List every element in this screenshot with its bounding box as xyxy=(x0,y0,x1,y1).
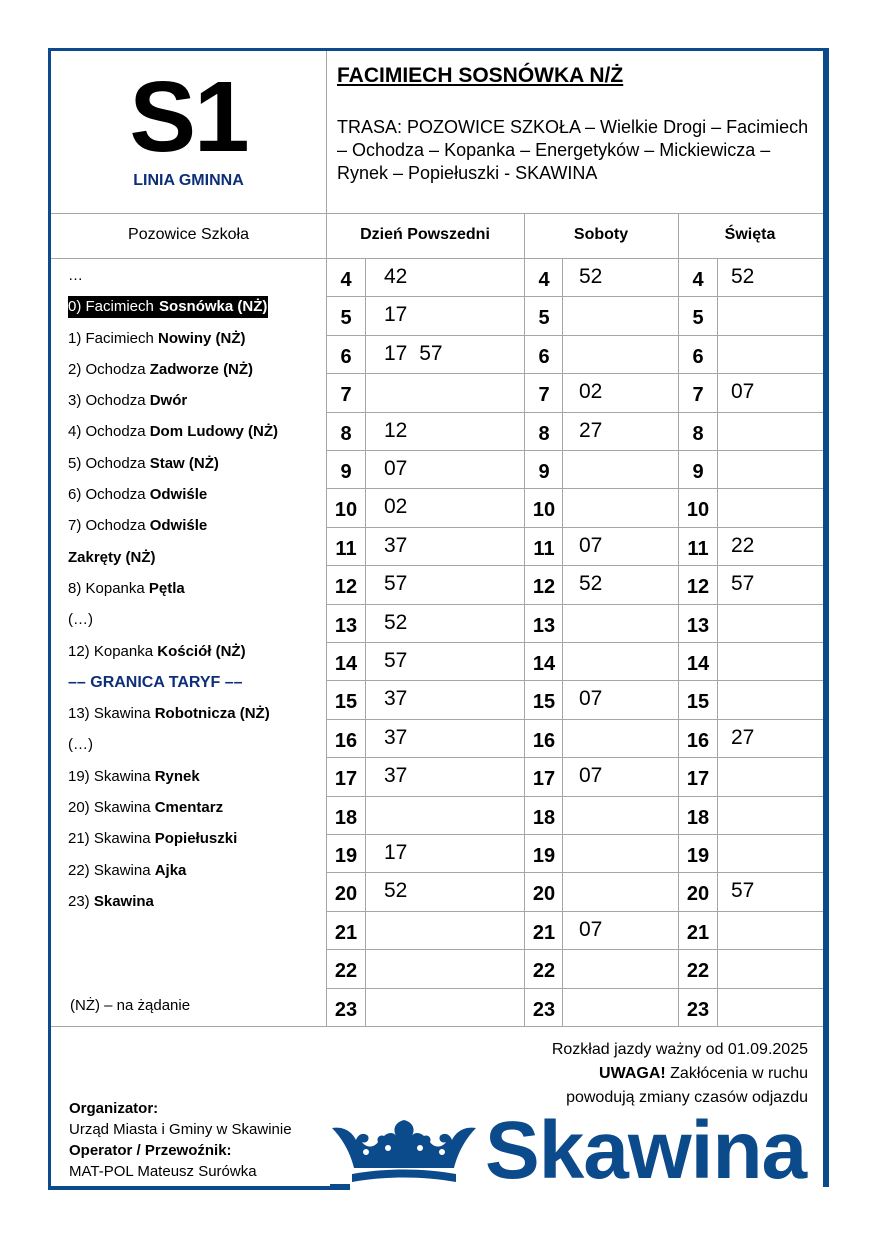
stop-text xyxy=(68,611,93,628)
stop-name: Cmentarz xyxy=(154,799,224,817)
weekday-minutes: 17 57 xyxy=(384,342,443,365)
stop-text xyxy=(68,580,185,597)
stop-text xyxy=(68,768,200,785)
weekday-hour: 4 xyxy=(340,269,352,291)
stop-prefix: (…) xyxy=(68,611,93,629)
holiday-hour: 5 xyxy=(692,307,704,329)
row-divider xyxy=(326,527,823,528)
weekday-hour: 23 xyxy=(334,999,358,1021)
weekday-minutes: 17 xyxy=(384,841,408,864)
saturday-hour: 4 xyxy=(538,269,550,291)
operator-label: Operator / Przewoźnik: xyxy=(69,1142,232,1159)
row-divider xyxy=(326,450,823,451)
stop-prefix: 0) Facimiech xyxy=(68,296,159,318)
stop-prefix: 1) Facimiech xyxy=(68,329,159,347)
stop-prefix: 3) Ochodza xyxy=(68,392,150,410)
holiday-hour: 4 xyxy=(692,269,704,291)
weekday-hour: 7 xyxy=(340,384,352,406)
row-divider xyxy=(326,488,823,489)
weekday-minutes: 07 xyxy=(384,457,408,480)
holiday-minutes: 22 xyxy=(731,534,755,557)
saturday-hour: 23 xyxy=(532,999,556,1021)
saturday-hour: 6 xyxy=(538,346,550,368)
stop-item xyxy=(68,704,318,735)
weekday-minutes: 37 xyxy=(384,534,408,557)
stop-item xyxy=(68,329,318,360)
saturday-minutes: 27 xyxy=(579,419,603,442)
holiday-hour: 12 xyxy=(686,576,710,598)
holiday-hour: 19 xyxy=(686,845,710,867)
stop-text xyxy=(68,361,253,378)
stop-prefix: 21) Skawina xyxy=(68,830,155,848)
weekday-hour: 16 xyxy=(334,730,358,752)
weekday-hour: 20 xyxy=(334,883,358,905)
stop-prefix: 4) Ochodza xyxy=(68,423,150,441)
row-divider xyxy=(326,565,823,566)
weekday-hour: 19 xyxy=(334,845,358,867)
stop-item xyxy=(68,266,318,297)
stop-item xyxy=(68,642,318,673)
divider-column-headers xyxy=(51,258,823,259)
stop-item xyxy=(68,422,318,453)
stop-prefix: (…) xyxy=(68,736,93,754)
holiday-hour: 9 xyxy=(692,461,704,483)
stop-text xyxy=(68,423,278,440)
weekday-minutes: 37 xyxy=(384,726,408,749)
weekday-hour: 11 xyxy=(335,538,357,560)
holiday-hour: 16 xyxy=(686,730,710,752)
stop-prefix: 8) Kopanka xyxy=(68,579,149,597)
stop-text xyxy=(68,736,93,753)
saturday-hour: 19 xyxy=(532,845,556,867)
holiday-minutes: 27 xyxy=(731,726,755,749)
stop-prefix: 7) Ochodza xyxy=(68,517,150,535)
legend-on-request: (NŻ) – na żądanie xyxy=(70,997,191,1014)
weekday-minutes: 37 xyxy=(384,764,408,787)
saturday-minutes: 52 xyxy=(579,572,603,595)
stop-text xyxy=(68,267,83,284)
weekday-hour: 21 xyxy=(334,922,358,944)
stop-item xyxy=(68,548,318,579)
holiday-hour: 13 xyxy=(686,615,710,637)
stop-name: Nowiny (NŻ) xyxy=(158,329,246,347)
crown-icon xyxy=(330,1118,478,1195)
saturday-hour: 22 xyxy=(532,960,556,982)
weekday-hour: 12 xyxy=(334,576,358,598)
holiday-minutes: 07 xyxy=(731,380,755,403)
holiday-hour: 23 xyxy=(686,999,710,1021)
stop-name: Rynek xyxy=(154,767,200,785)
tariff-boundary xyxy=(68,673,318,704)
row-divider xyxy=(326,296,823,297)
holiday-hour: 22 xyxy=(686,960,710,982)
weekday-minutes: 12 xyxy=(384,419,408,442)
saturday-hour: 7 xyxy=(538,384,550,406)
line-type: LINIA GMINNA xyxy=(133,172,244,189)
stop-item xyxy=(68,454,318,485)
organizer-block xyxy=(69,1098,292,1182)
weekday-hour: 6 xyxy=(340,346,352,368)
stop-text xyxy=(68,296,268,318)
stop-text xyxy=(68,643,246,660)
stop-item xyxy=(68,610,318,641)
stop-text xyxy=(68,893,154,910)
row-divider xyxy=(326,604,823,605)
saturday-hour: 17 xyxy=(532,768,556,790)
frame-bottom-border xyxy=(48,1186,338,1190)
stop-item xyxy=(68,892,318,923)
stop-prefix: 5) Ochodza xyxy=(68,454,150,472)
weekday-minutes: 42 xyxy=(384,265,408,288)
stop-text xyxy=(68,799,223,816)
stop-name: Odwiśle xyxy=(149,517,208,535)
stop-name: Robotnicza (NŻ) xyxy=(154,705,270,723)
organizer-label: Organizator: xyxy=(69,1100,159,1117)
stop-text xyxy=(68,549,156,566)
row-divider xyxy=(326,757,823,758)
stop-name: Popiełuszki xyxy=(154,830,238,848)
holiday-hour: 7 xyxy=(692,384,704,406)
stop-name: Staw (NŻ) xyxy=(149,454,219,472)
saturday-hour: 21 xyxy=(532,922,556,944)
weekday-hour: 10 xyxy=(334,499,358,521)
stop-name: Pętla xyxy=(148,579,185,597)
stop-text xyxy=(68,330,246,347)
weekday-hour: 9 xyxy=(340,461,352,483)
saturday-minutes: 07 xyxy=(579,687,603,710)
weekday-minutes: 17 xyxy=(384,303,408,326)
stop-item xyxy=(68,829,318,860)
weekday-hour: 17 xyxy=(334,768,358,790)
stop-text xyxy=(68,455,219,472)
warning-text: Zakłócenia w ruchu xyxy=(665,1065,808,1082)
weekday-hour: 8 xyxy=(340,423,352,445)
stop-name: Dom Ludowy (NŻ) xyxy=(149,423,279,441)
row-divider xyxy=(326,872,823,873)
holiday-minutes: 52 xyxy=(731,265,755,288)
stop-text xyxy=(68,674,243,691)
weekday-hour: 5 xyxy=(340,307,352,329)
stop-item xyxy=(68,861,318,892)
line-code: S1 xyxy=(129,61,248,173)
brand-wordmark: Skawina xyxy=(485,1105,807,1196)
holiday-hour: 15 xyxy=(686,691,710,713)
stop-prefix: 23) xyxy=(68,892,94,910)
column-header-holiday: Święta xyxy=(724,226,776,243)
weekday-hour: 22 xyxy=(334,960,358,982)
stop-item xyxy=(68,735,318,766)
warning-text-2: powodują zmiany czasów odjazdu xyxy=(566,1089,808,1106)
row-divider xyxy=(326,642,823,643)
holiday-hour: 6 xyxy=(692,346,704,368)
stop-prefix: 13) Skawina xyxy=(68,705,155,723)
weekday-minutes: 57 xyxy=(384,572,408,595)
holiday-minutes: 57 xyxy=(731,879,755,902)
weekday-minutes: 52 xyxy=(384,611,408,634)
stop-name: Dwór xyxy=(149,392,188,410)
stop-name: Skawina xyxy=(93,892,154,910)
stop-name: Ajka xyxy=(154,861,187,879)
stop-prefix: 12) Kopanka xyxy=(68,642,158,660)
stop-name: –– GRANICA TARYF –– xyxy=(68,673,243,691)
stop-name: Sosnówka (NŻ) xyxy=(159,298,268,316)
row-divider xyxy=(326,719,823,720)
holiday-hour: 17 xyxy=(686,768,710,790)
stop-name: Kościół (NŻ) xyxy=(157,642,246,660)
stop-text xyxy=(68,830,237,847)
row-divider xyxy=(326,796,823,797)
holiday-hour: 21 xyxy=(686,922,710,944)
saturday-hour: 15 xyxy=(532,691,556,713)
divider-header xyxy=(51,213,823,214)
notice xyxy=(552,1038,808,1110)
stop-name: Zadworze (NŻ) xyxy=(149,360,254,378)
stop-text xyxy=(68,486,207,503)
warning-label: UWAGA! xyxy=(599,1065,666,1082)
origin-stop: Pozowice Szkoła xyxy=(128,226,249,243)
organizer-name: Urząd Miasta i Gminy w Skawinie xyxy=(69,1121,292,1138)
warning-line xyxy=(552,1062,808,1086)
stop-item xyxy=(68,767,318,798)
row-divider xyxy=(326,373,823,374)
weekday-hour: 15 xyxy=(334,691,358,713)
saturday-minutes: 07 xyxy=(579,534,603,557)
holiday-hour: 10 xyxy=(686,499,710,521)
row-divider xyxy=(326,680,823,681)
row-divider xyxy=(326,335,823,336)
column-header-weekday: Dzień Powszedni xyxy=(360,226,490,243)
column-header-saturday: Soboty xyxy=(573,226,629,243)
saturday-minutes: 02 xyxy=(579,380,603,403)
holiday-hour: 18 xyxy=(686,807,710,829)
weekday-minutes: 37 xyxy=(384,687,408,710)
holiday-hour: 20 xyxy=(686,883,710,905)
stop-item xyxy=(68,798,318,829)
holiday-hour: 14 xyxy=(686,653,710,675)
saturday-hour: 13 xyxy=(532,615,556,637)
stop-item xyxy=(68,360,318,391)
stop-prefix: 6) Ochodza xyxy=(68,486,150,504)
stop-item xyxy=(68,485,318,516)
divider-footer xyxy=(51,1026,823,1027)
row-divider xyxy=(326,949,823,950)
weekday-hour: 18 xyxy=(334,807,358,829)
saturday-hour: 5 xyxy=(538,307,550,329)
stop-prefix: … xyxy=(68,267,83,284)
stop-text xyxy=(68,517,207,534)
holiday-hour: 8 xyxy=(692,423,704,445)
stop-prefix: 19) Skawina xyxy=(68,767,155,785)
stop-item xyxy=(68,579,318,610)
saturday-hour: 12 xyxy=(532,576,556,598)
stop-prefix: 2) Ochodza xyxy=(68,360,150,378)
route-description: TRASA: POZOWICE SZKOŁA – Wielkie Drogi – Facimiech – Ochodza – Kopanka – Energetyków – Mickiewicza – Rynek – Popiełuszki - SKAWINA xyxy=(337,117,809,183)
stop-list xyxy=(68,266,318,923)
weekday-minutes: 02 xyxy=(384,495,408,518)
stop-item xyxy=(68,391,318,422)
current-stop xyxy=(68,297,318,328)
weekday-minutes: 57 xyxy=(384,649,408,672)
saturday-minutes: 07 xyxy=(579,918,603,941)
saturday-minutes: 52 xyxy=(579,265,603,288)
weekday-minutes: 52 xyxy=(384,879,408,902)
stop-item xyxy=(68,516,318,547)
row-divider xyxy=(326,911,823,912)
stop-name: Odwiśle xyxy=(149,486,208,504)
stop-prefix: 22) Skawina xyxy=(68,861,155,879)
saturday-hour: 20 xyxy=(532,883,556,905)
saturday-minutes: 07 xyxy=(579,764,603,787)
stop-name: Zakręty (NŻ) xyxy=(68,548,156,566)
saturday-hour: 18 xyxy=(532,807,556,829)
stop-text xyxy=(68,862,186,879)
stop-text xyxy=(68,392,187,409)
valid-from: Rozkład jazdy ważny od 01.09.2025 xyxy=(551,1041,808,1058)
saturday-hour: 16 xyxy=(532,730,556,752)
stop-text xyxy=(68,705,270,722)
saturday-hour: 10 xyxy=(532,499,556,521)
row-divider xyxy=(326,988,823,989)
saturday-hour: 8 xyxy=(538,423,550,445)
stop-title: FACIMIECH SOSNÓWKA N/Ż xyxy=(337,64,624,87)
holiday-minutes: 57 xyxy=(731,572,755,595)
stop-prefix: 20) Skawina xyxy=(68,799,155,817)
weekday-hour: 13 xyxy=(334,615,358,637)
weekday-hour: 14 xyxy=(334,653,358,675)
saturday-hour: 14 xyxy=(532,653,556,675)
saturday-hour: 11 xyxy=(533,538,555,560)
holiday-hour: 11 xyxy=(687,538,709,560)
operator-name: MAT-POL Mateusz Surówka xyxy=(69,1163,257,1180)
row-divider xyxy=(326,834,823,835)
row-divider xyxy=(326,412,823,413)
saturday-hour: 9 xyxy=(538,461,550,483)
